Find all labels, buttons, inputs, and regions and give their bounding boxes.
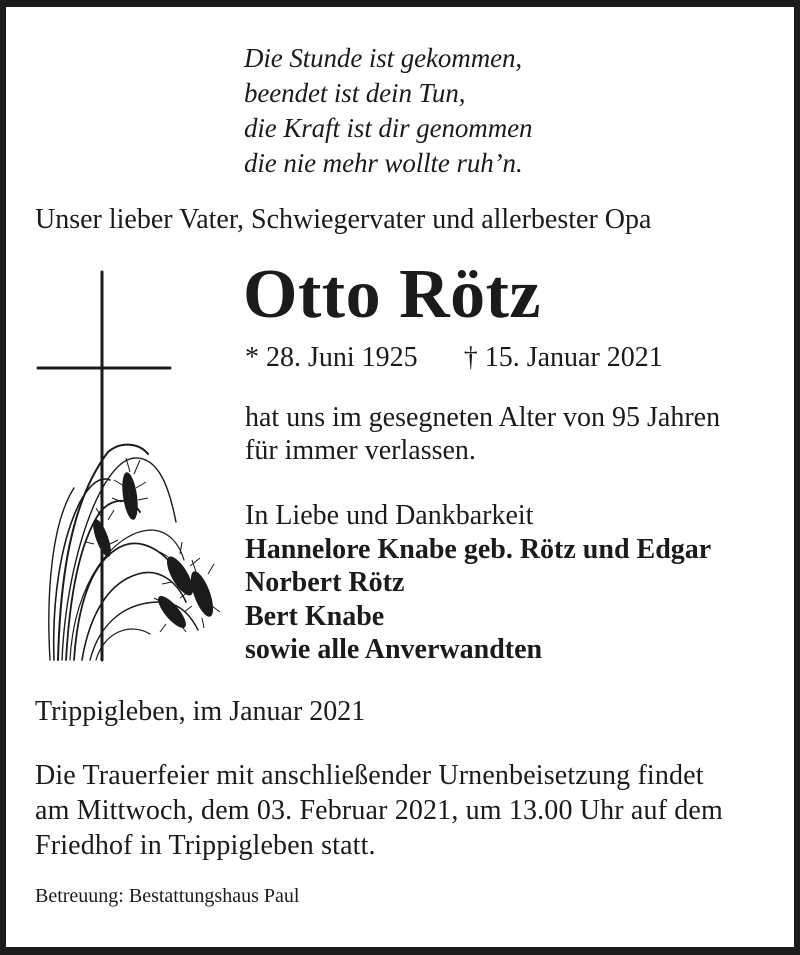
- memorial-poem: [244, 41, 532, 181]
- frame-border-bottom: [0, 947, 800, 955]
- cross-with-grass-icon: [30, 262, 230, 672]
- ceremony-info: [35, 758, 723, 863]
- place-and-date: Trippigleben, im Januar 2021: [35, 696, 366, 727]
- intro-line: Unser lieber Vater, Schwiegervater und allerbester Opa: [35, 204, 652, 235]
- passage-text: [245, 401, 720, 467]
- death-date: † 15. Januar 2021: [463, 342, 663, 373]
- deceased-name: Otto Rötz: [243, 256, 542, 333]
- passage-line: für immer verlassen.: [245, 435, 476, 466]
- frame-border-top: [0, 0, 800, 7]
- poem-line: die Kraft ist dir genommen: [244, 113, 533, 143]
- frame-border-right: [794, 0, 800, 955]
- birth-date: * 28. Juni 1925: [245, 342, 418, 373]
- mourner-name: Bert Knabe: [245, 600, 385, 632]
- poem-line: Die Stunde ist gekommen,: [244, 43, 523, 73]
- mourner-name: Hannelore Knabe geb. Rötz und Edgar: [245, 533, 712, 565]
- ceremony-line: am Mittwoch, dem 03. Februar 2021, um 13.00 Uhr auf dem: [35, 795, 723, 826]
- ceremony-line: Die Trauerfeier mit anschließender Urnenbeisetzung findet: [35, 760, 704, 791]
- frame-border-left: [0, 0, 6, 955]
- life-dates: [245, 340, 663, 376]
- mourner-name: Norbert Rötz: [245, 567, 405, 598]
- mourner-name: sowie alle Anverwandten: [245, 634, 543, 665]
- poem-line: die nie mehr wollte ruh’n.: [244, 148, 523, 178]
- ceremony-line: Friedhof in Trippigleben statt.: [35, 830, 376, 861]
- poem-line: beendet ist dein Tun,: [244, 78, 466, 108]
- mourners-heading: In Liebe und Dankbarkeit: [245, 500, 534, 531]
- passage-line: hat uns im gesegneten Alter von 95 Jahren: [245, 402, 721, 433]
- funeral-home-credit: Betreuung: Bestattungshaus Paul: [35, 885, 300, 907]
- mourners-block: [245, 499, 711, 667]
